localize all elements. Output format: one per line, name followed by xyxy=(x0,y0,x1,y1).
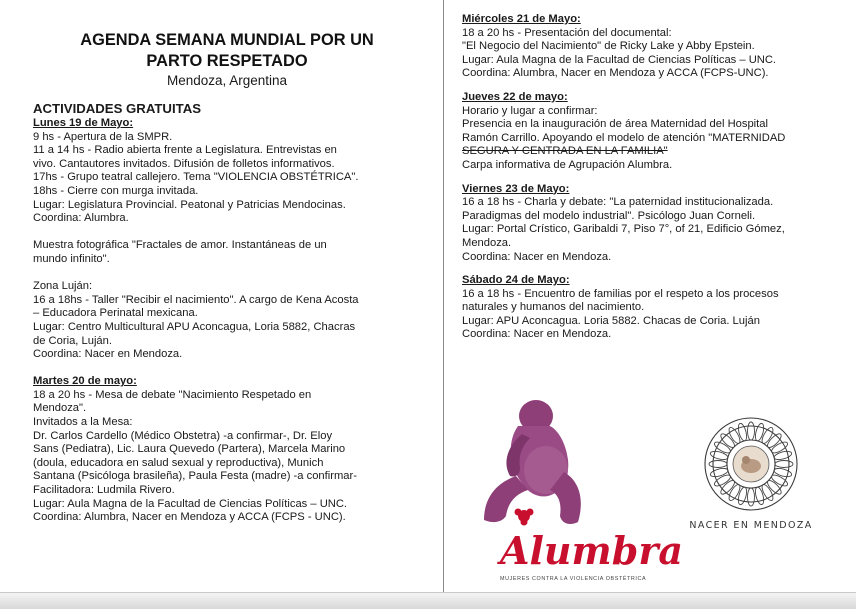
text-line: naturales y humanos del nacimiento. xyxy=(462,301,645,314)
mandala-petal xyxy=(775,461,793,468)
friday-heading: Viernes 23 de Mayo: xyxy=(462,182,570,195)
text-line: Lugar: Portal Crístico, Garibaldi 7, Piso 7°, of 21, Edificio Gómez, xyxy=(462,223,785,236)
tuesday-block xyxy=(33,375,428,525)
text-line: Lugar: Legislatura Provincial. Peatonal y Patricias Mendocinas. xyxy=(33,198,346,211)
text-line: Coordina: Nacer en Mendoza. xyxy=(462,250,612,263)
section-heading: ACTIVIDADES GRATUITAS xyxy=(33,101,202,116)
text-line: Paradigmas del modelo industrial". Psicólogo Juan Corneli. xyxy=(462,209,756,222)
thursday-block xyxy=(462,91,847,173)
text-line: Ramón Carrillo. Apoyando el modelo de atención "MATERNIDAD xyxy=(462,131,786,144)
text-line: Mendoza. xyxy=(462,236,512,249)
text-line: Facilitadora: Ludmila Rivero. xyxy=(33,484,175,497)
text-line: Sans (Pediatra), Lic. Laura Quevedo (Partera), Marcela Marino xyxy=(33,443,346,456)
text-line: Coordina: Alumbra. xyxy=(33,212,129,225)
text-line: Invitados a la Mesa: xyxy=(33,416,133,429)
text-line: Santana (Psicóloga brasileña), Paula Festa (madre) -a confirmar- xyxy=(33,470,357,483)
text-line: SEGURA Y CENTRADA EN LA FAMILIA" xyxy=(462,145,668,158)
right-column xyxy=(462,13,847,342)
text-line: Lugar: Aula Magna de la Facultad de Ciencias Políticas – UNC. xyxy=(462,53,777,66)
mandala-petal xyxy=(710,450,729,461)
thursday-heading: Jueves 22 de mayo: xyxy=(462,90,568,103)
birthing-figure-icon xyxy=(466,398,676,533)
tuesday-heading: Martes 20 de mayo: xyxy=(33,375,137,388)
text-line: 17hs - Grupo teatral callejero. Tema "VIOLENCIA OBSTÉTRICA". xyxy=(33,171,359,184)
mandala-petal xyxy=(737,486,748,505)
text-line: 16 a 18hs - Taller "Recibir el nacimiento". A cargo de Kena Acosta xyxy=(33,293,359,306)
text-line: 18 a 20 hs - Presentación del documental: xyxy=(462,26,672,39)
title-line-2: PARTO RESPETADO xyxy=(146,52,308,70)
wednesday-heading: Miércoles 21 de Mayo: xyxy=(462,13,581,25)
monday-block xyxy=(33,117,428,362)
alumbra-tagline: MUJERES CONTRA LA VIOLENCIA OBSTÉTRICA xyxy=(500,576,647,582)
text-line: 11 a 14 hs - Radio abierta frente a Legislatura. Entrevistas en xyxy=(33,144,337,157)
text-line: 16 a 18 hs - Charla y debate: "La paternidad institucionalizada. xyxy=(462,196,774,209)
mandala-petal xyxy=(748,422,755,440)
fold-divider xyxy=(443,0,444,608)
text-line: Coordina: Nacer en Mendoza. xyxy=(462,328,612,341)
flyer-title xyxy=(47,30,407,72)
mandala-icon xyxy=(686,410,816,518)
mandala-petal xyxy=(737,423,748,442)
text-line: Coordina: Alumbra, Nacer en Mendoza y ACCA (FCPS-UNC). xyxy=(462,67,769,80)
friday-block xyxy=(462,183,847,265)
monday-heading: Lunes 19 de Mayo: xyxy=(33,117,134,129)
text-line: Dr. Carlos Cardello (Médico Obstetra) -a confirmar-, Dr. Eloy xyxy=(33,429,333,442)
mandala-petal xyxy=(709,461,727,468)
mandala-petal xyxy=(748,488,755,506)
mandala-petal xyxy=(710,467,729,478)
text-line: 9 hs - Apertura de la SMPR. xyxy=(33,130,173,143)
text-line: Lugar: Aula Magna de la Facultad de Ciencias Políticas – UNC. xyxy=(33,497,348,510)
alumbra-wordmark: Alumbra xyxy=(500,528,683,573)
text-line: Carpa informativa de Agrupación Alumbra. xyxy=(462,158,673,171)
text-line: Horario y lugar a confirmar: xyxy=(462,104,598,117)
text-line: – Educadora Perinatal mexicana. xyxy=(33,307,198,320)
text-line: Coordina: Nacer en Mendoza. xyxy=(33,348,183,361)
mandala-petal xyxy=(773,450,792,461)
text-line: 18hs - Cierre con murga invitada. xyxy=(33,184,199,197)
text-line: Muestra fotográfica "Fractales de amor. Instantáneas de un xyxy=(33,239,327,252)
saturday-heading: Sábado 24 de Mayo: xyxy=(462,274,570,287)
text-line: 16 a 18 hs - Encuentro de familias por el respeto a los procesos xyxy=(462,287,779,300)
text-line: vivo. Cantautores invitados. Difusión de folletos informativos. xyxy=(33,157,335,170)
text-line: de Coria, Luján. xyxy=(33,334,112,347)
alumbra-logo xyxy=(466,398,683,593)
text-line: Presencia en la inauguración de área Maternidad del Hospital xyxy=(462,118,768,131)
mandala-petal xyxy=(754,423,765,442)
text-line: 18 a 20 hs - Mesa de debate "Nacimiento Respetado en xyxy=(33,388,312,401)
text-line: "El Negocio del Nacimiento" de Ricky Lake y Abby Epstein. xyxy=(462,40,755,53)
page-bottom-edge xyxy=(0,592,856,609)
saturday-block xyxy=(462,274,847,342)
text-line: Lugar: APU Aconcagua. Loria 5882. Chacas de Coria. Luján xyxy=(462,314,760,327)
mandala-petal xyxy=(773,467,792,478)
left-column xyxy=(33,30,428,525)
text-line: (doula, educadora en salud sexual y reproductiva), Munich xyxy=(33,456,324,469)
mandala-petal xyxy=(754,486,765,505)
nacer-wordmark: NACER EN MENDOZA xyxy=(689,520,813,531)
text-line: Lugar: Centro Multicultural APU Aconcagua, Loria 5882, Chacras xyxy=(33,320,356,333)
text-line: Coordina: Alumbra, Nacer en Mendoza y ACCA (FCPS - UNC). xyxy=(33,511,346,524)
title-line-1: AGENDA SEMANA MUNDIAL POR UN xyxy=(80,31,374,49)
wednesday-block xyxy=(462,13,847,81)
text-line: mundo infinito". xyxy=(33,252,110,265)
flyer-location: Mendoza, Argentina xyxy=(166,73,288,88)
text-line: Zona Luján: xyxy=(33,280,93,293)
nacer-en-mendoza-logo xyxy=(686,410,816,545)
text-line: Mendoza". xyxy=(33,402,87,415)
